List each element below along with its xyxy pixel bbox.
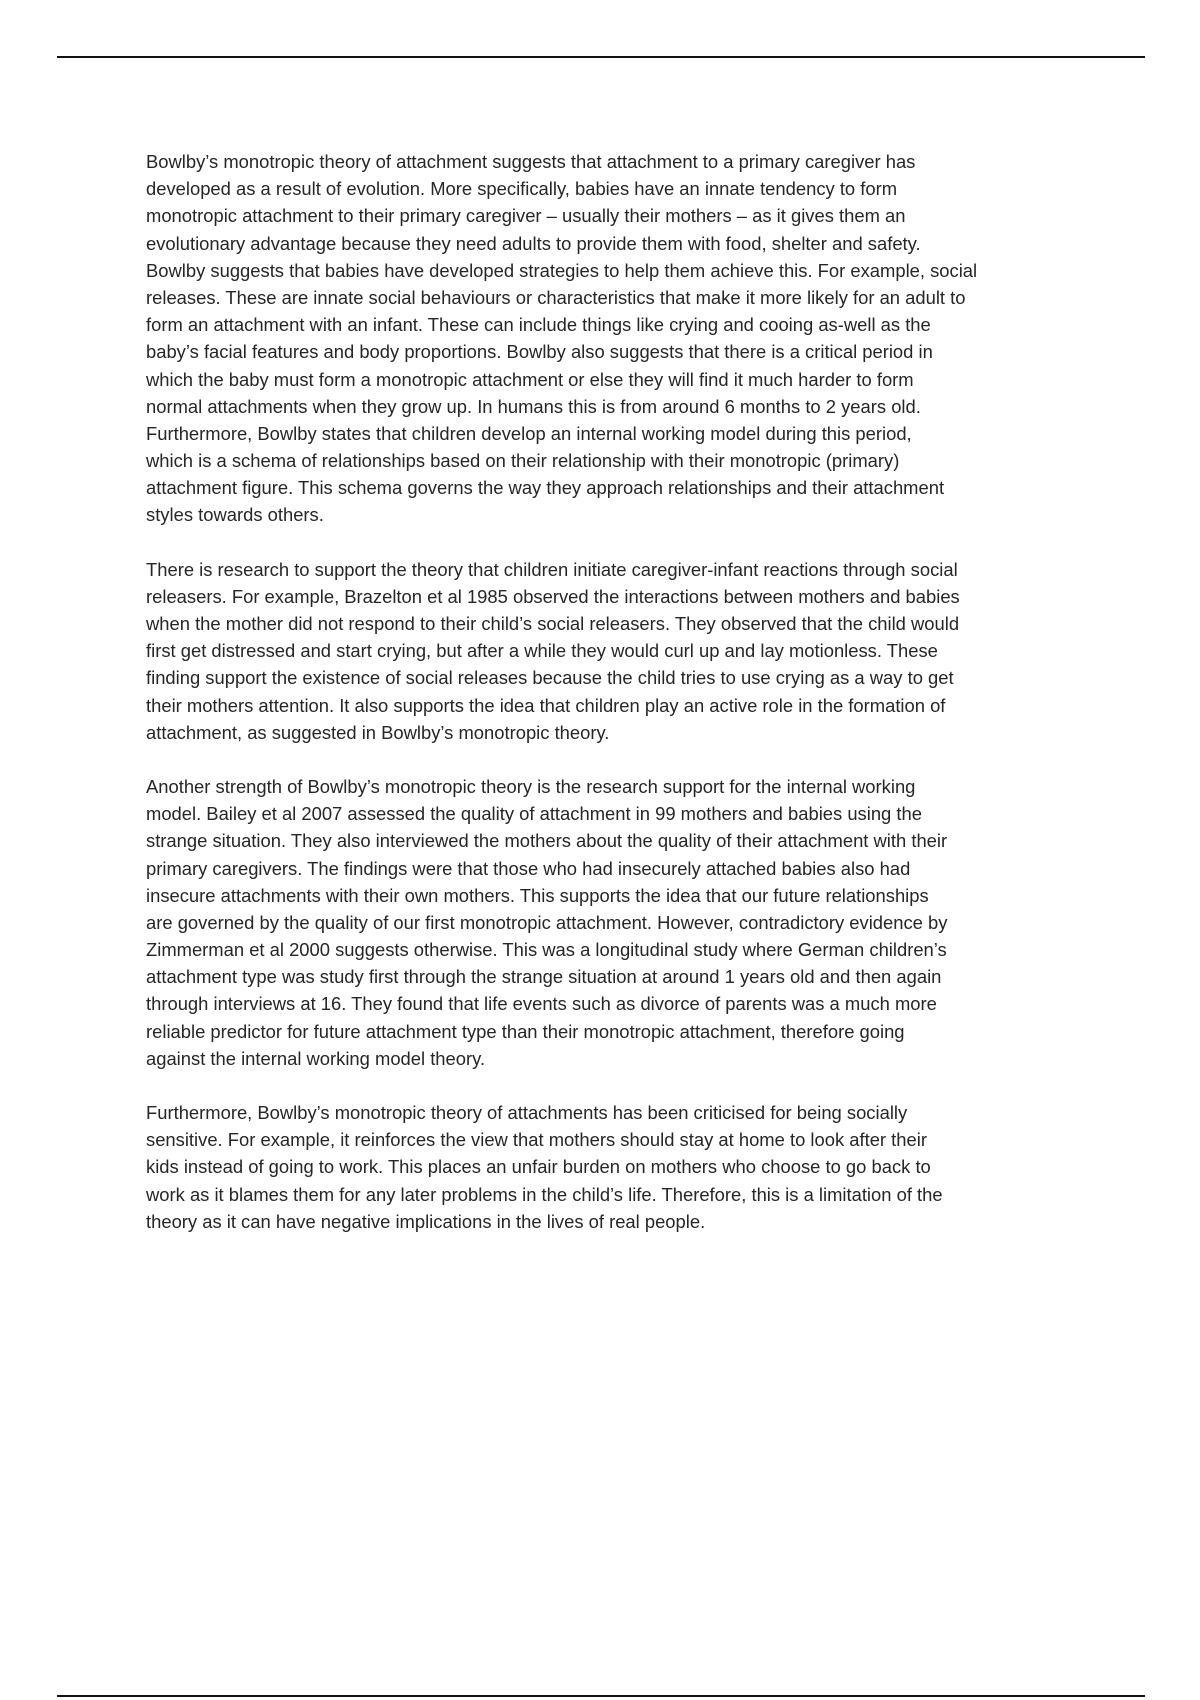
paragraph-line: attachment, as suggested in Bowlby’s monotropic theory.	[146, 721, 610, 743]
paragraph-line: finding support the existence of social releases because the child tries to use crying as a way to get	[146, 667, 954, 689]
paragraph-line: their mothers attention. It also supports the idea that children play an active role in the formation of	[146, 694, 946, 716]
paragraph-line: through interviews at 16. They found that life events such as divorce of parents was a much more	[146, 993, 937, 1015]
paragraph-line: Bowlby suggests that babies have developed strategies to help them achieve this. For example, social	[146, 259, 978, 281]
paragraph-line: There is research to support the theory that children initiate caregiver-infant reactions through social	[146, 558, 958, 580]
paragraph-line: styles towards others.	[146, 504, 324, 526]
paragraph-line: normal attachments when they grow up. In humans this is from around 6 months to 2 years old.	[146, 395, 921, 417]
paragraph-line: attachment figure. This schema governs the way they approach relationships and their attachment	[146, 477, 945, 499]
paragraph-line: sensitive. For example, it reinforces the view that mothers should stay at home to look after their	[146, 1129, 927, 1151]
paragraph-line: developed as a result of evolution. More specifically, babies have an innate tendency to form	[146, 178, 898, 200]
document-body	[146, 148, 1066, 1262]
paragraph-line: Furthermore, Bowlby states that children develop an internal working model during this period,	[146, 422, 912, 444]
paragraph-line: model. Bailey et al 2007 assessed the quality of attachment in 99 mothers and babies using the	[146, 803, 922, 825]
paragraph-line: primary caregivers. The findings were that those who had insecurely attached babies also had	[146, 857, 911, 879]
paragraph-line: kids instead of going to work. This places an unfair burden on mothers who choose to go back to	[146, 1156, 931, 1178]
paragraph-line: monotropic attachment to their primary caregiver – usually their mothers – as it gives them an	[146, 205, 906, 227]
paragraph-line: against the internal working model theory.	[146, 1047, 486, 1069]
paragraph-line: which is a schema of relationships based on their relationship with their monotropic (primary)	[146, 450, 900, 472]
paragraph-line: which the baby must form a monotropic attachment or else they will find it much harder to form	[146, 368, 914, 390]
paragraph-line: theory as it can have negative implications in the lives of real people.	[146, 1210, 706, 1232]
paragraph-line: strange situation. They also interviewed the mothers about the quality of their attachment with their	[146, 830, 948, 852]
paragraph-line: reliable predictor for future attachment type than their monotropic attachment, therefore going	[146, 1020, 905, 1042]
paragraph-line: releases. These are innate social behaviours or characteristics that make it more likely for an adult to	[146, 286, 966, 308]
paragraph-line: Furthermore, Bowlby’s monotropic theory of attachments has been criticised for being socially	[146, 1102, 908, 1123]
paragraph-line: attachment type was study first through the strange situation at around 1 years old and then again	[146, 966, 942, 988]
paragraph-1	[146, 148, 1066, 529]
paragraph-line: evolutionary advantage because they need adults to provide them with food, shelter and safety.	[146, 232, 921, 254]
paragraph-line: first get distressed and start crying, but after a while they would curl up and lay motionless. These	[146, 640, 938, 662]
paragraph-3	[146, 773, 1066, 1072]
paragraph-line: form an attachment with an infant. These can include things like crying and cooing as-well as the	[146, 314, 931, 336]
paragraph-line: when the mother did not respond to their child’s social releasers. They observed that the child would	[146, 613, 960, 634]
paragraph-line: baby’s facial features and body proportions. Bowlby also suggests that there is a critical period in	[146, 341, 933, 363]
paragraph-line: Zimmerman et al 2000 suggests otherwise. This was a longitudinal study where German children’s	[146, 939, 947, 961]
paragraph-line: releasers. For example, Brazelton et al 1985 observed the interactions between mothers and babies	[146, 585, 960, 607]
paragraph-line: Another strength of Bowlby’s monotropic theory is the research support for the internal working	[146, 775, 916, 797]
paragraph-2	[146, 556, 1066, 746]
paragraph-line: Bowlby’s monotropic theory of attachment suggests that attachment to a primary caregiver has	[146, 151, 916, 172]
paragraph-4	[146, 1099, 1066, 1235]
top-divider	[57, 56, 1145, 58]
paragraph-line: are governed by the quality of our first monotropic attachment. However, contradictory evidence by	[146, 911, 948, 933]
paragraph-line: work as it blames them for any later problems in the child’s life. Therefore, this is a limitation of the	[146, 1183, 943, 1205]
paragraph-line: insecure attachments with their own mothers. This supports the idea that our future relationships	[146, 884, 929, 906]
bottom-divider	[57, 1695, 1145, 1697]
